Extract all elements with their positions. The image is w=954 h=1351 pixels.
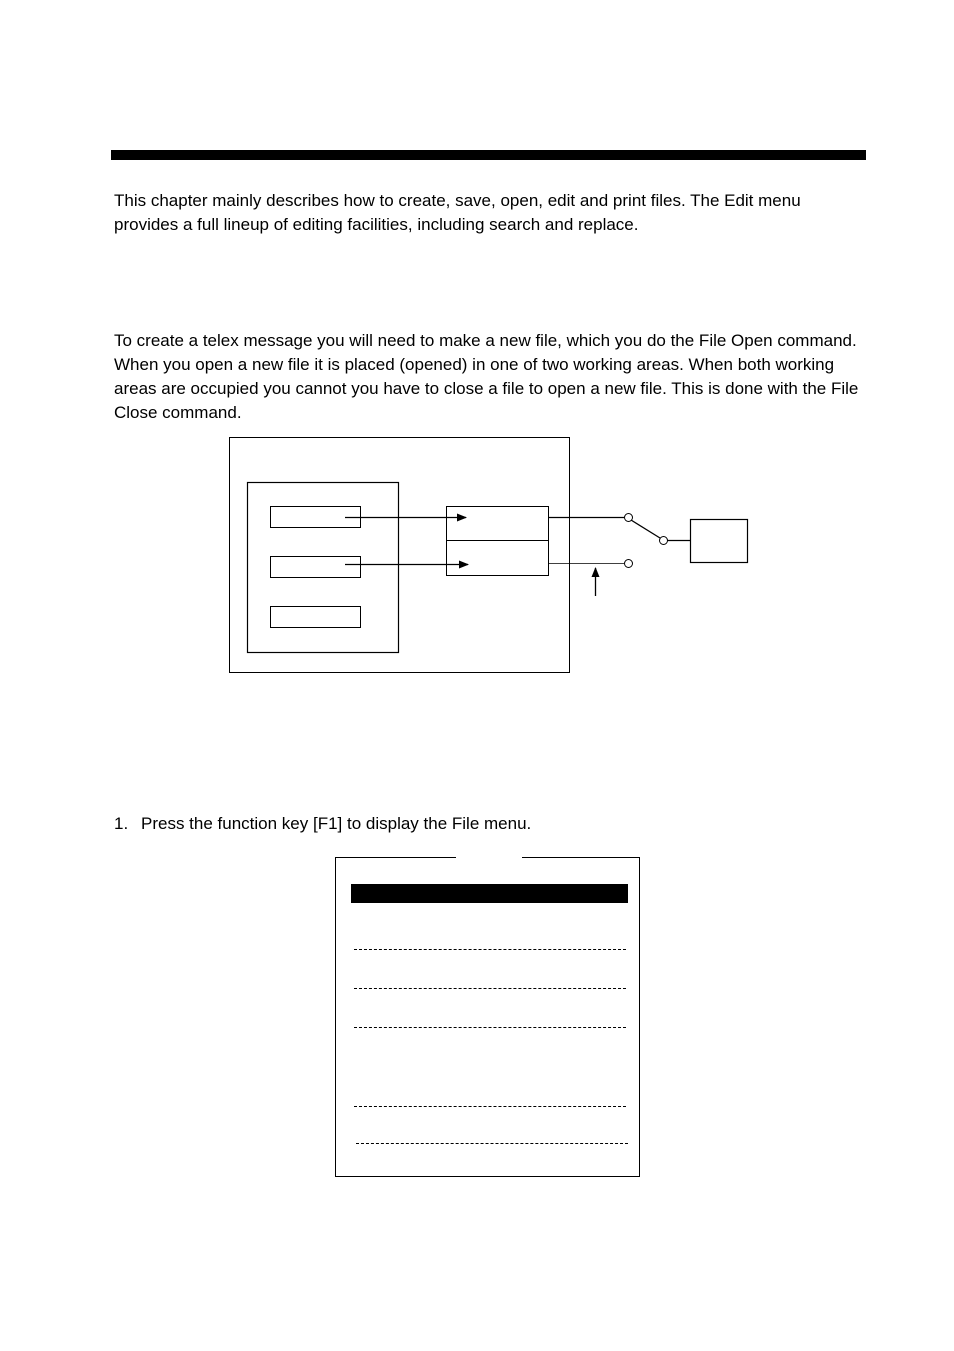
file-slot-2	[271, 557, 361, 578]
menu-divider-4	[354, 1106, 626, 1107]
step-1-number: 1.	[114, 814, 129, 833]
section-paragraph: To create a telex message you will need to make a new file, which you do the File Open command. When you open a new file it is placed (opened) in one of two working areas. When both working areas are occupied you cannot you have to close a file to open a new file. This is done with the File Close command.	[114, 331, 859, 422]
step-1	[114, 812, 531, 836]
output-device-box	[691, 520, 748, 563]
switch-contact-2	[625, 560, 633, 568]
menu-divider-2	[354, 988, 626, 989]
switch-pivot	[660, 537, 668, 545]
menu-divider-3	[354, 1027, 626, 1028]
outer-system-box	[230, 438, 570, 673]
switch-lever	[631, 520, 660, 538]
intro-paragraph: This chapter mainly describes how to create, save, open, edit and print files. The Edit menu provides a full lineup of editing facilities, including search and replace.	[114, 191, 801, 234]
file-menu-illustration	[335, 857, 640, 1177]
step-1-text: Press the function key [F1] to display the File menu.	[141, 814, 532, 833]
file-slot-3	[271, 607, 361, 628]
menu-divider-5	[356, 1143, 628, 1144]
menu-divider-1	[354, 949, 626, 950]
menu-title-gap	[456, 855, 522, 860]
menu-selected-item-bar	[351, 884, 628, 903]
